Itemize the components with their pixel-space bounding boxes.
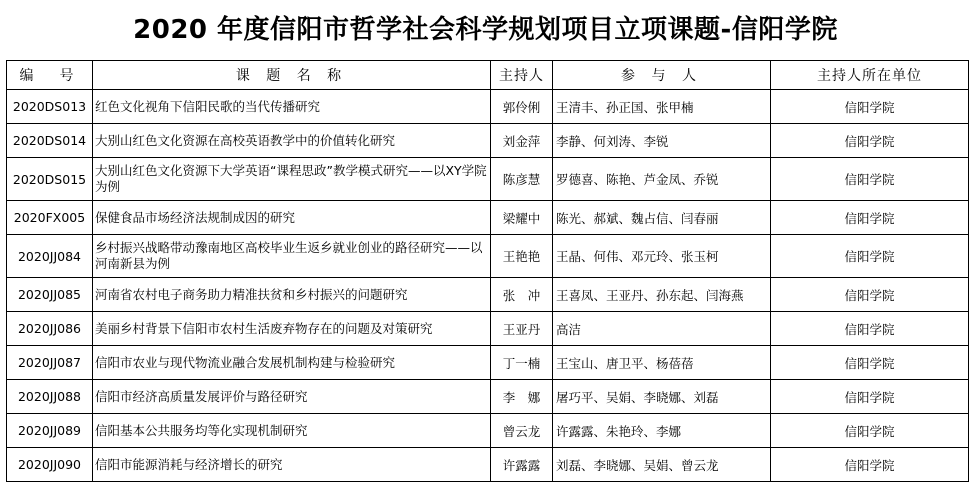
- table-row: [7, 346, 969, 380]
- cell-title: 红色文化视角下信阳民歌的当代传播研究: [93, 90, 491, 124]
- cell-members: 刘磊、李晓娜、吴娟、曾云龙: [553, 448, 771, 482]
- cell-code: 2020DS015: [7, 158, 93, 201]
- cell-code: 2020JJ084: [7, 235, 93, 278]
- cell-members: 王清丰、孙正国、张甲楠: [553, 90, 771, 124]
- column-header-code: 编 号: [7, 61, 93, 90]
- cell-unit: 信阳学院: [771, 235, 969, 278]
- cell-host: 王亚丹: [491, 312, 553, 346]
- cell-code: 2020FX005: [7, 201, 93, 235]
- cell-members: 罗德喜、陈艳、芦金凤、乔锐: [553, 158, 771, 201]
- page-title: 2020 年度信阳市哲学社会科学规划项目立项课题-信阳学院: [133, 15, 838, 45]
- cell-members: 许露露、朱艳玲、李娜: [553, 414, 771, 448]
- cell-unit: 信阳学院: [771, 201, 969, 235]
- cell-members: 屠巧平、吴娟、李晓娜、刘磊: [553, 380, 771, 414]
- column-header-title: 课 题 名 称: [93, 61, 491, 90]
- cell-title: 河南省农村电子商务助力精准扶贫和乡村振兴的问题研究: [93, 278, 491, 312]
- cell-unit: 信阳学院: [771, 312, 969, 346]
- table-row: [7, 124, 969, 158]
- cell-host: 梁耀中: [491, 201, 553, 235]
- table-row: [7, 278, 969, 312]
- cell-code: 2020JJ088: [7, 380, 93, 414]
- table-row: [7, 312, 969, 346]
- cell-code: 2020DS013: [7, 90, 93, 124]
- cell-title: 信阳市经济高质量发展评价与路径研究: [93, 380, 491, 414]
- column-header-members: 参 与 人: [553, 61, 771, 90]
- cell-members: 李静、何刘涛、李锐: [553, 124, 771, 158]
- cell-title: 大别山红色文化资源在高校英语教学中的价值转化研究: [93, 124, 491, 158]
- cell-host: 郭伶俐: [491, 90, 553, 124]
- cell-host: 许露露: [491, 448, 553, 482]
- cell-unit: 信阳学院: [771, 124, 969, 158]
- table-row: [7, 380, 969, 414]
- table-row: [7, 235, 969, 278]
- cell-host: 李 娜: [491, 380, 553, 414]
- cell-code: 2020JJ085: [7, 278, 93, 312]
- table-row: [7, 414, 969, 448]
- cell-unit: 信阳学院: [771, 346, 969, 380]
- cell-unit: 信阳学院: [771, 90, 969, 124]
- cell-host: 丁一楠: [491, 346, 553, 380]
- cell-title: 保健食品市场经济法规制成因的研究: [93, 201, 491, 235]
- table-row: [7, 201, 969, 235]
- column-header-host: 主持人: [491, 61, 553, 90]
- cell-members: 王晶、何伟、邓元玲、张玉柯: [553, 235, 771, 278]
- projects-table: [6, 60, 969, 482]
- cell-code: 2020JJ089: [7, 414, 93, 448]
- cell-code: 2020JJ090: [7, 448, 93, 482]
- cell-members: 王喜凤、王亚丹、孙东起、闫海燕: [553, 278, 771, 312]
- cell-unit: 信阳学院: [771, 158, 969, 201]
- cell-code: 2020JJ087: [7, 346, 93, 380]
- cell-code: 2020DS014: [7, 124, 93, 158]
- cell-title: 大别山红色文化资源下大学英语“课程思政”教学模式研究——以XY学院为例: [93, 158, 491, 201]
- cell-code: 2020JJ086: [7, 312, 93, 346]
- cell-title: 信阳基本公共服务均等化实现机制研究: [93, 414, 491, 448]
- cell-host: 刘金萍: [491, 124, 553, 158]
- cell-host: 陈彦慧: [491, 158, 553, 201]
- cell-members: 高洁: [553, 312, 771, 346]
- table-row: [7, 90, 969, 124]
- cell-members: 陈光、郝斌、魏占信、闫春丽: [553, 201, 771, 235]
- cell-title: 乡村振兴战略带动豫南地区高校毕业生返乡就业创业的路径研究——以河南新县为例: [93, 235, 491, 278]
- cell-title: 信阳市农业与现代物流业融合发展机制构建与检验研究: [93, 346, 491, 380]
- column-header-unit: 主持人所在单位: [771, 61, 969, 90]
- cell-host: 王艳艳: [491, 235, 553, 278]
- cell-host: 曾云龙: [491, 414, 553, 448]
- cell-unit: 信阳学院: [771, 448, 969, 482]
- cell-members: 王宝山、唐卫平、杨蓓蓓: [553, 346, 771, 380]
- cell-title: 美丽乡村背景下信阳市农村生活废弃物存在的问题及对策研究: [93, 312, 491, 346]
- cell-unit: 信阳学院: [771, 414, 969, 448]
- cell-unit: 信阳学院: [771, 278, 969, 312]
- cell-title: 信阳市能源消耗与经济增长的研究: [93, 448, 491, 482]
- cell-host: 张 冲: [491, 278, 553, 312]
- table-header-row: [7, 61, 969, 90]
- cell-unit: 信阳学院: [771, 380, 969, 414]
- table-row: [7, 448, 969, 482]
- table-row: [7, 158, 969, 201]
